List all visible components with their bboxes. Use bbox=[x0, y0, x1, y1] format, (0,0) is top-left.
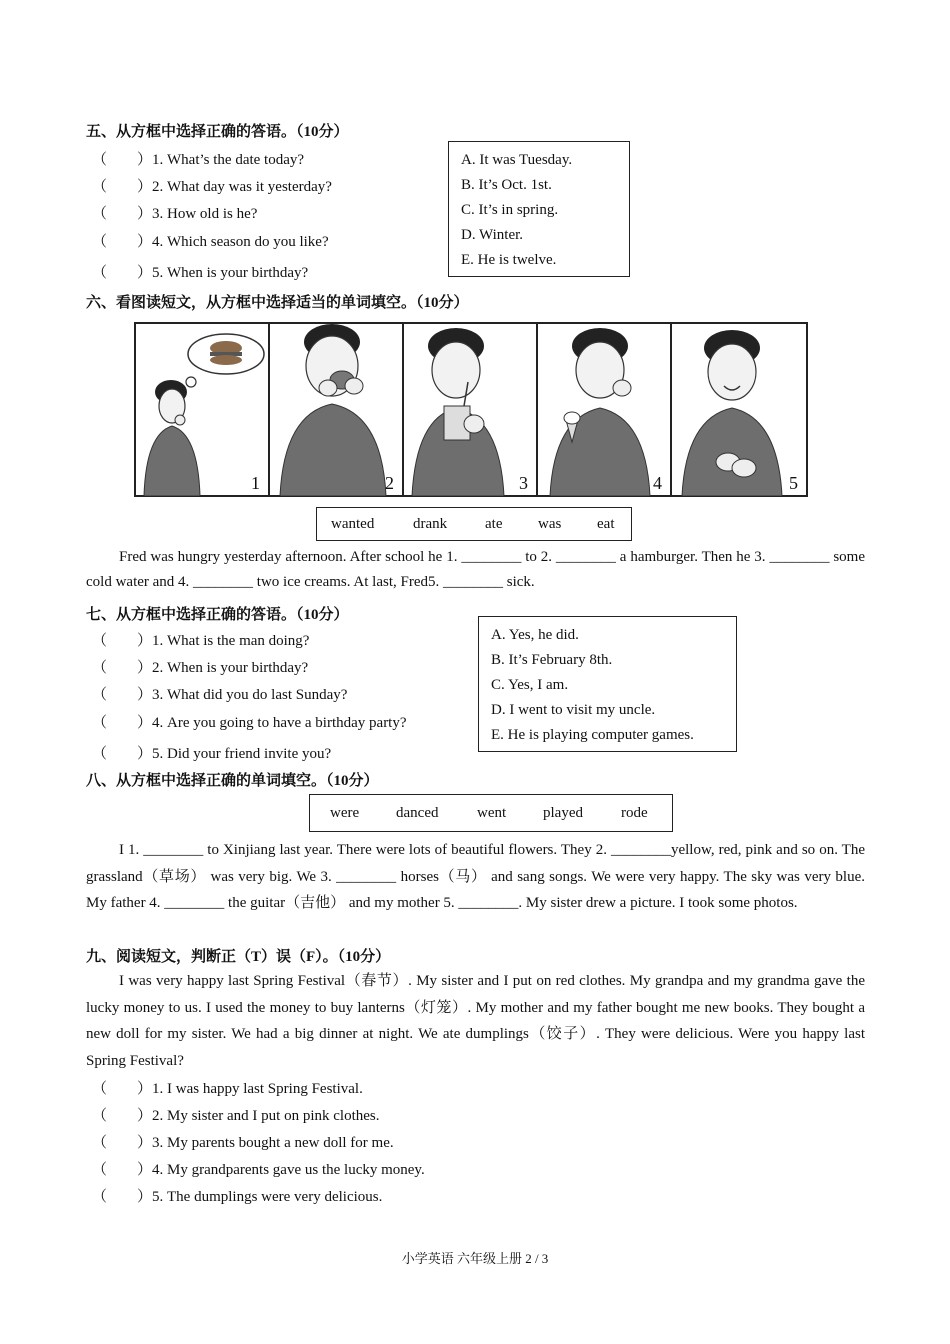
s7-option-b: B. It’s February 8th. bbox=[491, 652, 613, 668]
s5-question-4: （ ）4. Which season do you like? bbox=[92, 234, 329, 250]
s8-word-2: danced bbox=[396, 804, 439, 821]
s5-option-c: C. It’s in spring. bbox=[461, 202, 559, 218]
section-8-heading: 八、从方框中选择正确的单词填空。（10分） bbox=[86, 773, 379, 789]
s6-word-5: eat bbox=[597, 515, 615, 532]
s8-word-3: went bbox=[477, 804, 507, 821]
s7-question-1: （ ）1. What is the man doing? bbox=[92, 633, 310, 649]
s5-options-box bbox=[448, 141, 630, 277]
s6-word-3: ate bbox=[485, 515, 503, 532]
section-5-heading: 五、从方框中选择正确的答语。（10分） bbox=[86, 124, 349, 140]
s8-passage: I 1. ________ to Xinjiang last year. There were lots of beautiful flowers. They 2. ________yellow, red, pink and so on. The grassland（草场） was very big. We 3. ________ horses（马） and sang songs. We were very happy. The sky was very blue. My father 4. ________ the guitar（吉他） and my mother 5. ________. My sister drew a picture. I took some photos. bbox=[86, 842, 865, 911]
s9-question-2: （ ）2. My sister and I put on pink clothes. bbox=[92, 1108, 380, 1124]
s5-option-b: B. It’s Oct. 1st. bbox=[461, 177, 552, 193]
s9-question-1: （ ）1. I was happy last Spring Festival. bbox=[92, 1081, 363, 1097]
boy-eating-ice-cream-illustration bbox=[538, 324, 672, 496]
s8-word-5: rode bbox=[621, 804, 648, 821]
picture-panel-3 bbox=[404, 324, 538, 496]
panel-number-4: 4 bbox=[653, 473, 662, 493]
picture-panel-5 bbox=[672, 324, 806, 496]
s7-option-a: A. Yes, he did. bbox=[491, 627, 579, 643]
panel-number-1: 1 bbox=[251, 473, 260, 493]
s5-option-d: D. Winter. bbox=[461, 227, 524, 243]
picture-panel-1 bbox=[136, 324, 270, 496]
page-footer: 小学英语 六年级上册 2 / 3 bbox=[401, 1251, 549, 1266]
s5-question-1: （ ）1. What’s the date today? bbox=[92, 152, 305, 168]
picture-strip bbox=[134, 322, 808, 497]
s7-question-4: （ ）4. Are you going to have a birthday party? bbox=[92, 715, 407, 731]
s7-question-5: （ ）5. Did your friend invite you? bbox=[92, 746, 332, 762]
s6-passage: Fred was hungry yesterday afternoon. After school he 1. ________ to 2. ________ a hamburger. Then he 3. ________ some cold water and 4. ________ two ice creams. At last, Fred5. ________ sick. bbox=[86, 549, 865, 590]
s5-question-3: （ ）3. How old is he? bbox=[92, 206, 258, 222]
boy-thinking-hamburger-illustration bbox=[136, 324, 270, 496]
section-7-heading: 七、从方框中选择正确的答语。（10分） bbox=[86, 607, 349, 623]
s5-question-5: （ ）5. When is your birthday? bbox=[92, 265, 309, 281]
s6-word-box bbox=[316, 507, 632, 541]
s7-option-c: C. Yes, I am. bbox=[491, 677, 569, 693]
s5-question-2: （ ）2. What day was it yesterday? bbox=[92, 179, 332, 195]
section-6-heading: 六、看图读短文，从方框中选择适当的单词填空。（10分） bbox=[86, 295, 469, 311]
section-9-heading: 九、阅读短文，判断正（T）误（F）。（10分） bbox=[86, 949, 391, 965]
s7-question-3: （ ）3. What did you do last Sunday? bbox=[92, 687, 348, 703]
boy-feeling-sick-illustration bbox=[672, 324, 806, 496]
s6-word-2: drank bbox=[413, 515, 448, 532]
boy-drinking-illustration bbox=[404, 324, 538, 496]
s5-option-e: E. He is twelve. bbox=[461, 252, 557, 268]
s8-word-1: were bbox=[330, 804, 360, 821]
panel-number-2: 2 bbox=[385, 473, 394, 493]
s9-question-3: （ ）3. My parents bought a new doll for me. bbox=[92, 1135, 394, 1151]
s8-word-box bbox=[309, 794, 673, 832]
picture-panel-4 bbox=[538, 324, 672, 496]
s6-word-4: was bbox=[538, 515, 562, 532]
s6-word-1: wanted bbox=[331, 515, 375, 532]
s9-question-5: （ ）5. The dumplings were very delicious. bbox=[92, 1189, 383, 1205]
s7-options-box bbox=[478, 616, 737, 752]
s5-option-a: A. It was Tuesday. bbox=[461, 152, 573, 168]
boy-eating-illustration bbox=[270, 324, 404, 496]
s9-passage: I was very happy last Spring Festival（春节）. My sister and I put on red clothes. My grandpa and my grandma gave the lucky money to us. I used the money to buy lanterns（灯笼）. My mother and my father bought me new books. They bought a new doll for my sister. We had a big dinner at night. We ate dumplings（饺子）. They were delicious. Were you happy last Spring Festival? bbox=[86, 973, 865, 1069]
s7-option-d: D. I went to visit my uncle. bbox=[491, 702, 656, 718]
s7-option-e: E. He is playing computer games. bbox=[491, 727, 694, 743]
picture-panel-2 bbox=[270, 324, 404, 496]
s7-question-2: （ ）2. When is your birthday? bbox=[92, 660, 309, 676]
panel-number-5: 5 bbox=[789, 473, 798, 493]
s9-question-4: （ ）4. My grandparents gave us the lucky money. bbox=[92, 1162, 425, 1178]
panel-number-3: 3 bbox=[519, 473, 528, 493]
s8-word-4: played bbox=[543, 804, 583, 821]
